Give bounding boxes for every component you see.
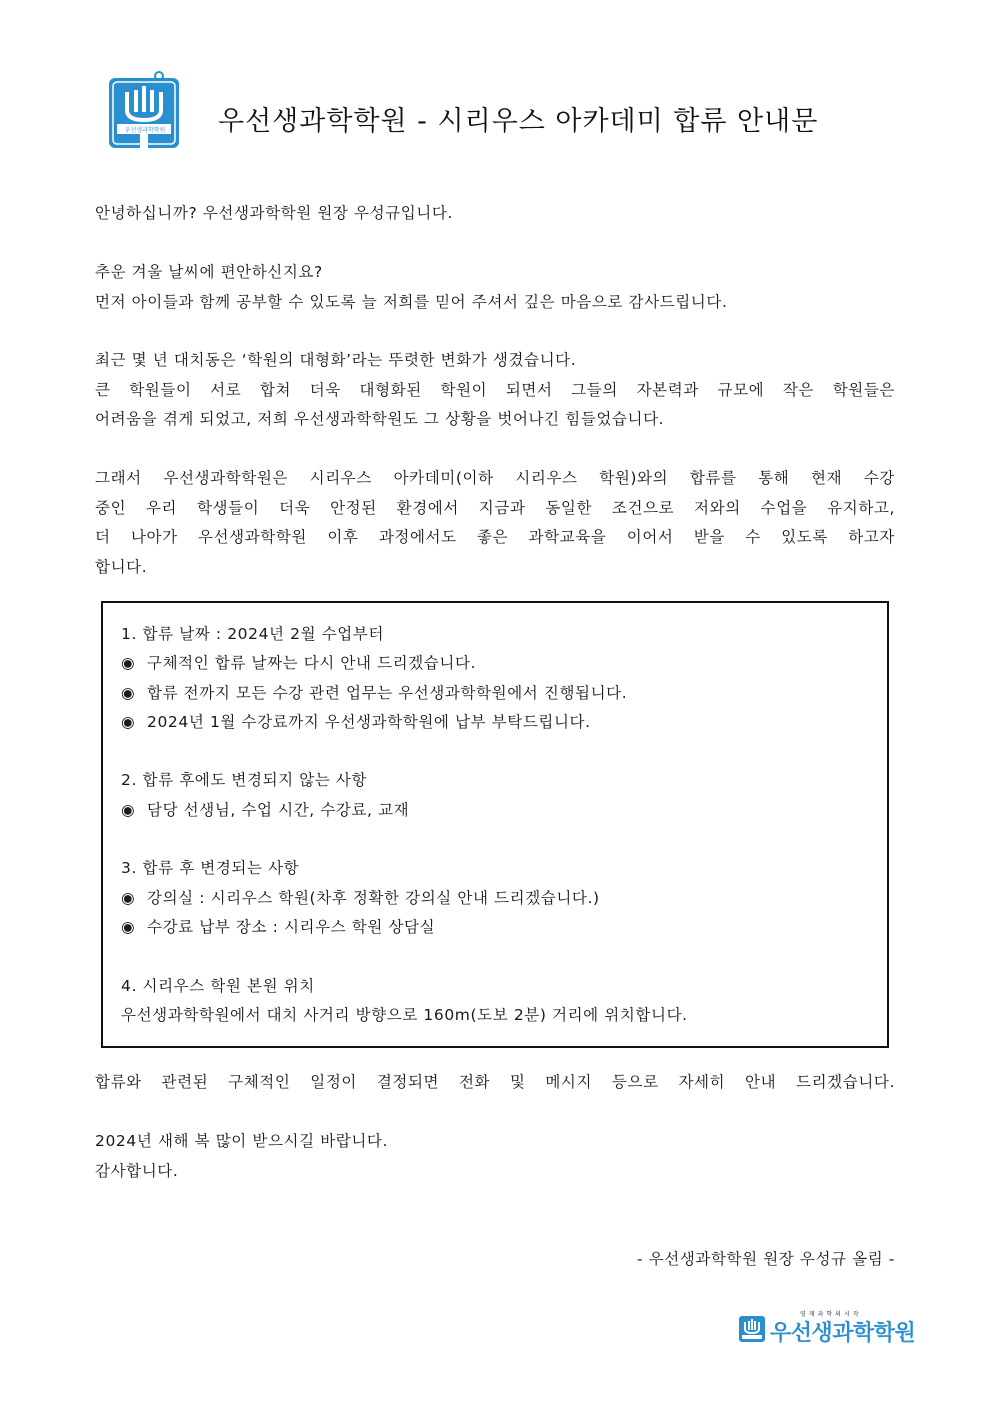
- text-line: 감사합니다.: [95, 1161, 179, 1180]
- bullet-icon: ◉: [121, 800, 136, 819]
- section-title: 1. 합류 날짜 : 2024년 2월 수업부터: [121, 625, 385, 643]
- section-title: 2. 합류 후에도 변경되지 않는 사항: [121, 771, 368, 790]
- weather-paragraph: [95, 258, 895, 317]
- footer-logo-icon: [738, 1314, 766, 1344]
- logo-caption: 우선생과학학원: [124, 127, 166, 134]
- text-line: 먼저 아이들과 함께 공부할 수 있도록 늘 저희를 믿어 주셔서 깊은 마음으로 감사드립니다.: [95, 292, 728, 311]
- footer-logo: [738, 1308, 916, 1348]
- bullet-item: ◉ 2024년 1월 수강료까지 우선생과학학원에 납부 부탁드립니다.: [121, 708, 881, 737]
- background-paragraph: [95, 346, 895, 435]
- bullet-item: ◉ 합류 전까지 모든 수강 관련 업무는 우선생과학학원에서 진행됩니다.: [121, 679, 881, 708]
- text-line: 더 나아가 우선생과학학원 이후 과정에서도 좋은 과학교육을 이어서 받을 수 있도록 하고자: [95, 528, 895, 546]
- greeting-line: 안녕하십니까? 우선생과학학원 원장 우성규입니다.: [95, 204, 453, 222]
- closing-paragraph: [95, 1127, 895, 1186]
- text-line: 2024년 새해 복 많이 받으시길 바랍니다.: [95, 1132, 389, 1150]
- section-changed: [121, 854, 881, 942]
- text-line: 합류와 관련된 구체적인 일정이 결정되면 전화 및 메시지 등으로 자세히 안내 드리겠습니다.: [95, 1073, 895, 1091]
- section-merge-date: [121, 620, 881, 737]
- merger-paragraph: [95, 464, 895, 582]
- text-line: 그래서 우선생과학학원은 시리우스 아카데미(이하 시리우스 학원)와의 합류를 통해 현재 수강: [95, 469, 895, 487]
- academy-logo-icon: [107, 70, 181, 150]
- bullet-item: ◉ 담당 선생님, 수업 시간, 수강료, 교재: [121, 796, 881, 825]
- section-title: 4. 시리우스 학원 본원 위치: [121, 976, 315, 995]
- text-line: 중인 우리 학생들이 더욱 안정된 환경에서 지금과 동일한 조건으로 저와의 수업을 유지하고,: [95, 498, 895, 517]
- text-line: 어려움을 겪게 되었고, 저희 우선생과학학원도 그 상황을 벗어나긴 힘들었습니다.: [95, 410, 665, 428]
- greeting-paragraph: [95, 199, 895, 229]
- bullet-icon: ◉: [121, 712, 136, 731]
- bullet-item: ◉ 구체적인 합류 날짜는 다시 안내 드리겠습니다.: [121, 649, 881, 678]
- bullet-icon: ◉: [121, 917, 136, 936]
- text-line: 큰 학원들이 서로 합쳐 더욱 대형화된 학원이 되면서 그들의 자본력과 규모에 작은 학원들은: [95, 380, 895, 399]
- bullet-icon: ◉: [121, 888, 136, 907]
- academy-logo: [107, 70, 181, 150]
- location-text: 우선생과학학원에서 대치 사거리 방향으로 160m(도보 2분) 거리에 위치합니다.: [121, 1005, 688, 1024]
- page-title: 우선생과학학원 - 시리우스 아카데미 합류 안내문: [218, 106, 819, 137]
- section-title: 3. 합류 후 변경되는 사항: [121, 859, 300, 878]
- text-line: 최근 몇 년 대치동은 ‘학원의 대형화’라는 뚜렷한 변화가 생겼습니다.: [95, 351, 577, 369]
- text-line: 추운 겨울 날씨에 편안하신지요?: [95, 263, 323, 281]
- bullet-icon: ◉: [121, 683, 136, 702]
- bullet-item: ◉ 수강료 납부 장소 : 시리우스 학원 상담실: [121, 913, 881, 942]
- text-line: 합니다.: [95, 557, 148, 576]
- bullet-item: ◉ 강의실 : 시리우스 학원(차후 정확한 강의실 안내 드리겠습니다.): [121, 884, 881, 913]
- signature: - 우선생과학학원 원장 우성규 올림 -: [636, 1250, 895, 1268]
- section-unchanged: [121, 766, 881, 825]
- footer-tagline: 영재과학의시작: [800, 1311, 862, 1318]
- section-location: [121, 972, 881, 1031]
- schedule-paragraph: [95, 1068, 895, 1098]
- bullet-icon: ◉: [121, 654, 136, 673]
- footer-name: 우선생과학학원: [770, 1321, 916, 1346]
- details-box: [101, 601, 889, 1048]
